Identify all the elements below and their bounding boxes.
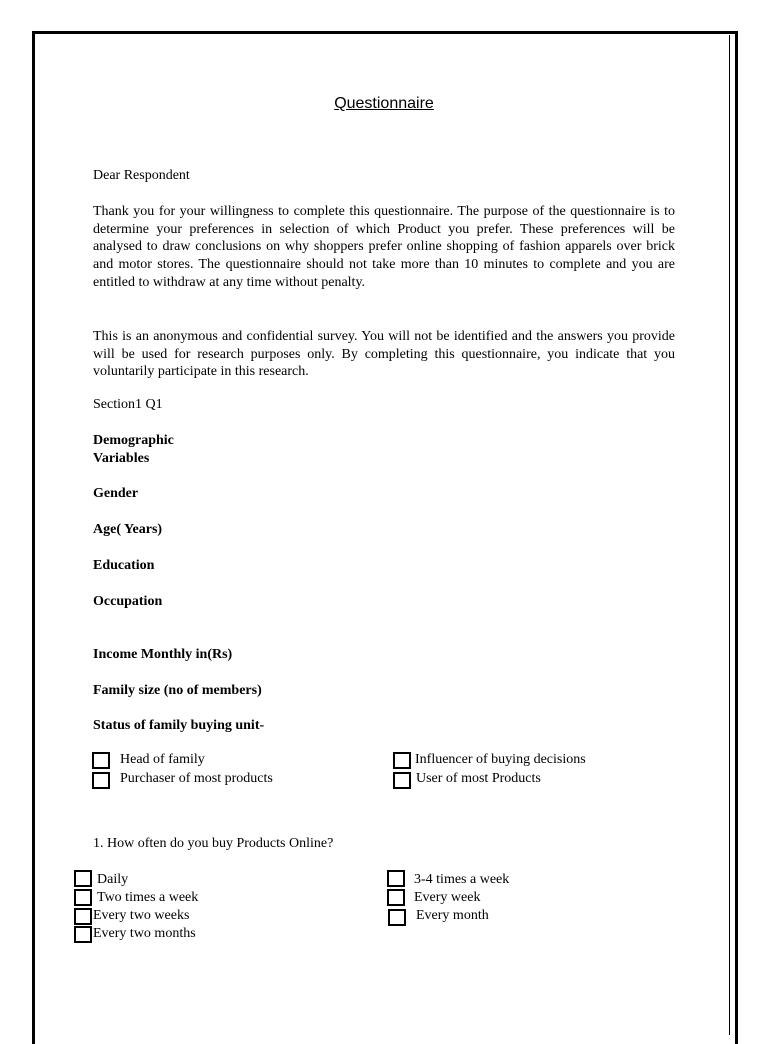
option-3-4-times-week: 3-4 times a week xyxy=(414,872,510,887)
option-every-month: Every month xyxy=(416,908,489,923)
label-income: Income Monthly in(Rs) xyxy=(93,647,233,662)
option-two-times-week: Two times a week xyxy=(97,890,199,905)
question-1-text: 1. How often do you buy Products Online? xyxy=(93,836,334,851)
page-border-inner-line xyxy=(729,35,730,1035)
demographic-heading xyxy=(93,432,174,467)
option-user: User of most Products xyxy=(416,771,541,786)
option-every-week: Every week xyxy=(414,890,481,905)
checkbox-influencer[interactable] xyxy=(393,752,411,769)
option-purchaser: Purchaser of most products xyxy=(120,771,273,786)
option-head-of-family: Head of family xyxy=(120,752,205,767)
intro-paragraph: Thank you for your willingness to complete this questionnaire. The purpose of the questionnaire is to determine your preferences in selection of which Product you prefer. These preferences will be analysed to draw conclusions on why shoppers prefer online shopping of fashion apparels over brick and motor stores. The questionnaire should not take more than 10 minutes to complete and you are entitled to withdraw at any time without penalty. xyxy=(93,204,675,290)
page-title: Questionnaire xyxy=(334,95,434,112)
checkbox-every-month[interactable] xyxy=(388,909,406,926)
privacy-paragraph: This is an anonymous and confidential survey. You will not be identified and the answers you provide will be used for research purposes only. By completing this questionnaire, you indicate that you voluntarily participate in this research. xyxy=(93,329,675,380)
option-every-two-weeks: Every two weeks xyxy=(93,908,190,923)
label-age: Age( Years) xyxy=(93,522,163,537)
checkbox-two-times-week[interactable] xyxy=(74,889,92,906)
checkbox-3-4-times-week[interactable] xyxy=(387,870,405,887)
checkbox-head-of-family[interactable] xyxy=(92,752,110,769)
label-family-size: Family size (no of members) xyxy=(93,683,262,698)
label-education: Education xyxy=(93,558,155,573)
option-daily: Daily xyxy=(97,872,129,887)
demographic-heading-line2: Variables xyxy=(93,450,150,466)
label-occupation: Occupation xyxy=(93,594,163,609)
checkbox-daily[interactable] xyxy=(74,870,92,887)
checkbox-every-two-months[interactable] xyxy=(74,926,92,943)
label-status: Status of family buying unit- xyxy=(93,718,265,733)
label-gender: Gender xyxy=(93,486,139,501)
section-label: Section1 Q1 xyxy=(93,397,163,412)
checkbox-every-two-weeks[interactable] xyxy=(74,908,92,925)
checkbox-purchaser[interactable] xyxy=(92,772,110,789)
option-influencer: Influencer of buying decisions xyxy=(415,752,586,767)
salutation: Dear Respondent xyxy=(93,168,190,183)
demographic-heading-line1: Demographic xyxy=(93,433,174,448)
option-every-two-months: Every two months xyxy=(93,926,196,941)
checkbox-every-week[interactable] xyxy=(387,889,405,906)
checkbox-user[interactable] xyxy=(393,772,411,789)
